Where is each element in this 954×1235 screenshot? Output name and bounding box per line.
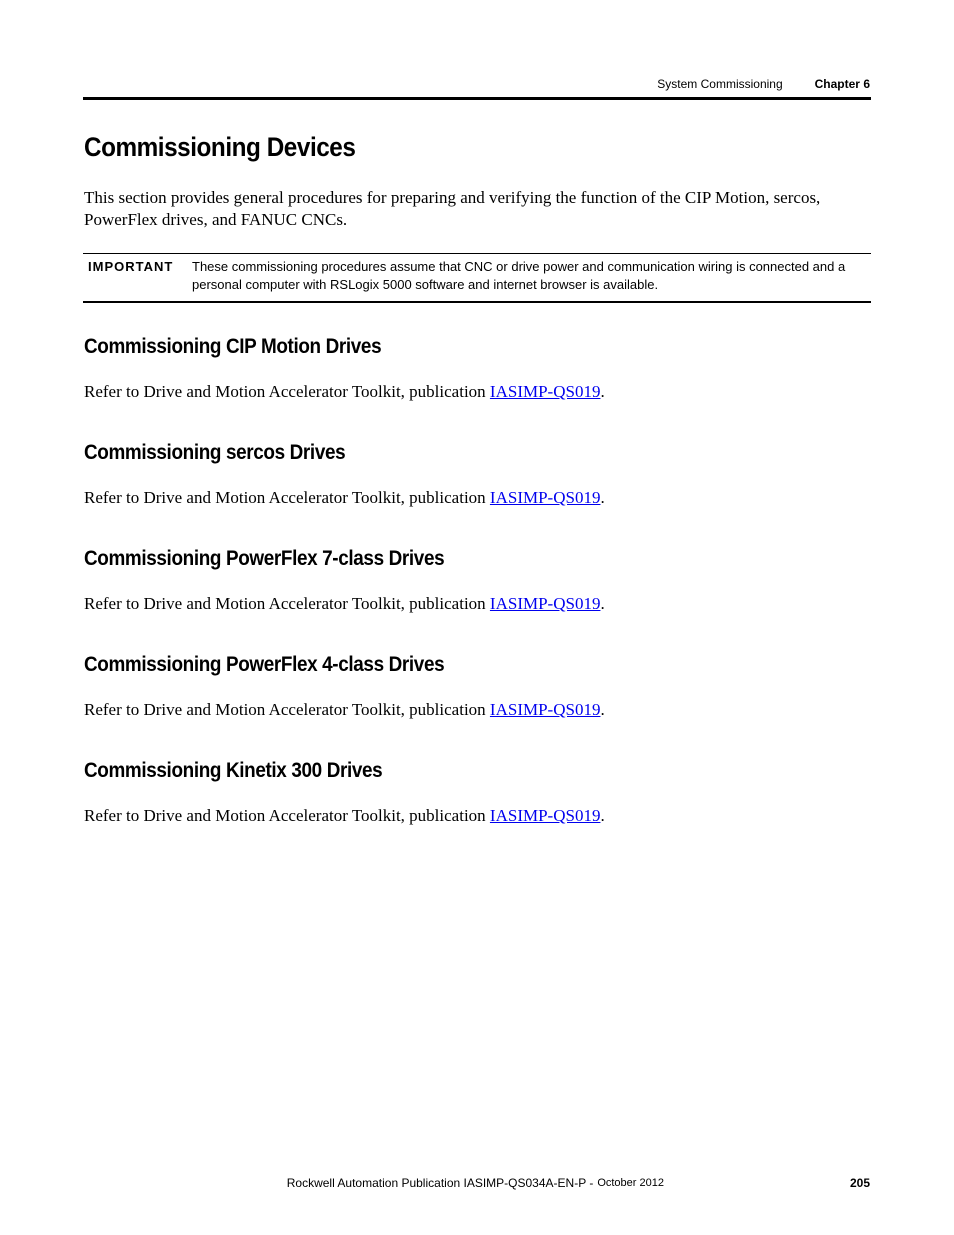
header-divider <box>83 97 871 100</box>
footer-date: October 2012 <box>597 1177 664 1189</box>
section-body-text: Refer to Drive and Motion Accelerator Toolkit, publication <box>84 488 490 507</box>
important-label: IMPORTANT <box>88 259 174 274</box>
section-body-text: Refer to Drive and Motion Accelerator Toolkit, publication <box>84 700 490 719</box>
section-body-text: Refer to Drive and Motion Accelerator Toolkit, publication <box>84 382 490 401</box>
footer-publication: Rockwell Automation Publication IASIMP-QS034A-EN-P - <box>286 1176 594 1190</box>
section-sercos <box>84 441 864 509</box>
intro-paragraph: This section provides general procedures for preparing and verifying the function of the CIP Motion, sercos, PowerFlex drives, and FANUC CNCs. <box>84 188 821 229</box>
section-cip-motion <box>84 335 864 403</box>
header-section-title: System Commissioning <box>657 77 783 91</box>
section-kinetix-300 <box>84 759 864 827</box>
section-heading: Commissioning sercos Drives <box>84 441 346 464</box>
section-body-text: Refer to Drive and Motion Accelerator Toolkit, publication <box>84 806 490 825</box>
publication-link[interactable]: IASIMP-QS019 <box>489 488 601 507</box>
section-body-period: . <box>600 382 605 401</box>
publication-link[interactable]: IASIMP-QS019 <box>489 700 601 719</box>
section-body-text: Refer to Drive and Motion Accelerator Toolkit, publication <box>84 594 490 613</box>
header-chapter: Chapter 6 <box>814 77 870 91</box>
page-number: 205 <box>849 1176 870 1190</box>
section-body-period: . <box>600 594 605 613</box>
publication-link[interactable]: IASIMP-QS019 <box>489 382 601 401</box>
section-body <box>84 593 864 615</box>
publication-link[interactable]: IASIMP-QS019 <box>489 594 601 613</box>
page-footer <box>84 1174 870 1192</box>
section-heading: Commissioning Kinetix 300 Drives <box>84 759 383 782</box>
important-text: These commissioning procedures assume that CNC or drive power and communication wiring is connected and a personal computer with RSLogix 5000 software and internet browser is available. <box>192 259 846 292</box>
section-body <box>84 381 864 403</box>
section-powerflex-4 <box>84 653 864 721</box>
section-body-period: . <box>600 700 605 719</box>
section-heading: Commissioning PowerFlex 7-class Drives <box>84 547 445 570</box>
important-note-box <box>83 253 871 303</box>
section-body-period: . <box>600 806 605 825</box>
section-heading: Commissioning CIP Motion Drives <box>84 335 382 358</box>
section-body <box>84 699 864 721</box>
section-powerflex-7 <box>84 547 864 615</box>
page-header <box>84 74 870 94</box>
section-body <box>84 805 864 827</box>
section-heading: Commissioning PowerFlex 4-class Drives <box>84 653 445 676</box>
publication-link[interactable]: IASIMP-QS019 <box>489 806 601 825</box>
section-body <box>84 487 864 509</box>
section-body-period: . <box>600 488 605 507</box>
page-title: Commissioning Devices <box>84 132 356 162</box>
